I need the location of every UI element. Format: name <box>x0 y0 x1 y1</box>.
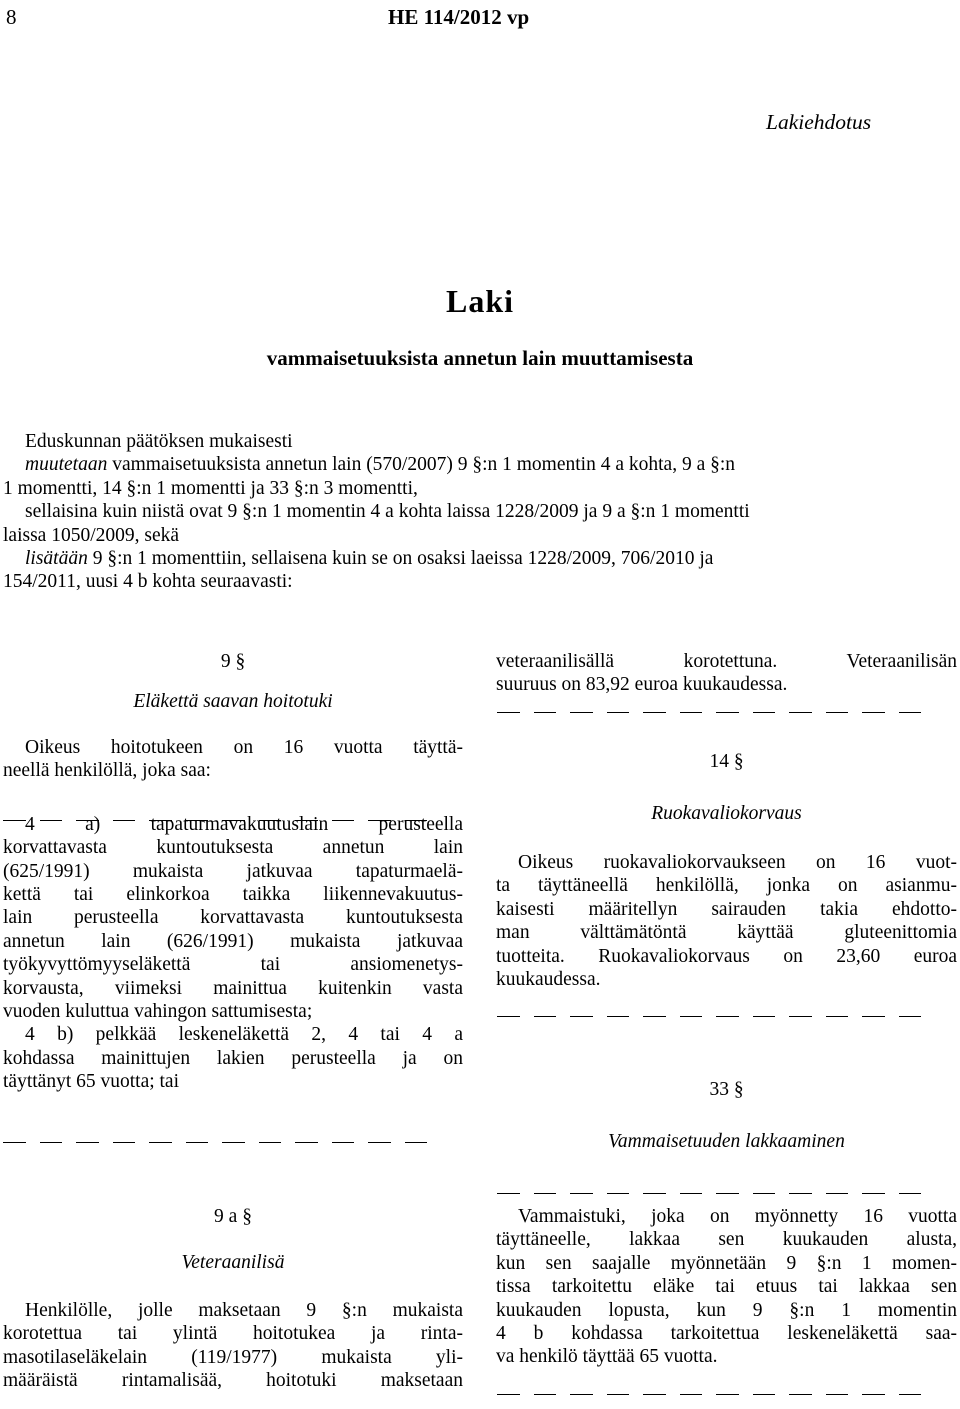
proposal-label: Lakiehdotus <box>766 110 872 134</box>
section-9a-number: 9 a § <box>214 1206 252 1227</box>
section-33-name: Vammaisetuuden lakkaaminen <box>608 1131 845 1152</box>
text-line: kettä tai elinkorkoa taikka liikennevakuutus- <box>3 883 463 905</box>
right-column-14 <box>496 750 957 991</box>
page-number: 8 <box>6 5 17 29</box>
dash <box>259 820 282 821</box>
dash <box>643 1394 666 1395</box>
enactment-clause <box>3 430 958 594</box>
text-line: työkyvyttömyyseläkettä tai ansiomenetys- <box>3 954 463 976</box>
right-column-33-text <box>496 1205 957 1369</box>
dash <box>368 820 391 821</box>
dash <box>368 1142 391 1143</box>
dash <box>862 1193 885 1194</box>
intro-line: laissa 1050/2009, sekä <box>3 524 180 546</box>
dash <box>862 1394 885 1395</box>
dash <box>534 1016 557 1017</box>
text-line: vuoden kuluttua vahingon sattumisesta; <box>3 1000 313 1022</box>
dash <box>680 1394 703 1395</box>
dash <box>222 820 245 821</box>
dash <box>789 712 812 713</box>
omission-dashes <box>3 1142 441 1144</box>
dash <box>3 820 26 821</box>
dash <box>899 712 922 713</box>
dash <box>113 1142 136 1143</box>
text-line: Vammaistuki, joka on myönnetty 16 vuotta <box>518 1206 957 1227</box>
section-9-name: Eläkettä saavan hoitotuki <box>133 691 333 712</box>
omission-dashes <box>497 712 935 714</box>
dash <box>3 1142 26 1143</box>
dash <box>680 712 703 713</box>
dash <box>753 1394 776 1395</box>
dash <box>222 1142 245 1143</box>
section-33-number: 33 § <box>709 1079 744 1100</box>
omission-dashes <box>497 1394 935 1396</box>
dash <box>534 712 557 713</box>
text-line: (625/1991) mukaista jatkuvaa tapaturmaelä- <box>3 860 463 882</box>
text-line: kaisesti määritellyn sairauden takia ehdotto- <box>496 898 957 920</box>
dash <box>899 1193 922 1194</box>
section-14-number: 14 § <box>709 751 744 772</box>
text-line: masotilaseläkelain (119/1977) mukaista yli- <box>3 1346 463 1368</box>
text-line: man välttämätöntä käyttää gluteenittomia <box>496 922 957 944</box>
text-line: kuukaudessa. <box>496 968 601 990</box>
dash <box>826 1016 849 1017</box>
text-line: 4 b kohdassa tarkoitettua leskeneläkettä saa- <box>496 1322 957 1344</box>
text-line: va henkilö täyttää 65 vuotta. <box>496 1346 718 1368</box>
dash <box>497 1016 520 1017</box>
dash <box>76 820 99 821</box>
text-line: kohdassa mainittujen lakien perusteella ja on <box>3 1047 463 1069</box>
dash <box>570 1193 593 1194</box>
text-line: kuukauden lopusta, kun 9 §:n 1 momentin <box>496 1299 957 1321</box>
text-line: Oikeus ruokavaliokorvaukseen on 16 vuot- <box>518 852 957 873</box>
text-line: neellä henkilöllä, joka saa: <box>3 760 211 782</box>
intro-line: 154/2011, uusi 4 b kohta seuraavasti: <box>3 571 293 593</box>
section-9a-name: Veteraanilisä <box>181 1252 285 1273</box>
dash <box>570 1394 593 1395</box>
dash <box>607 1016 630 1017</box>
dash <box>716 1016 739 1017</box>
right-column-33 <box>496 1078 957 1176</box>
right-column <box>496 650 957 697</box>
omission-dashes <box>497 1016 935 1018</box>
law-subtitle: vammaisetuuksista annetun lain muuttamisesta <box>266 346 694 370</box>
text-line: Henkilölle, jolle maksetaan 9 §:n mukaista <box>25 1300 463 1321</box>
add-keyword: lisätään <box>25 547 88 569</box>
dash <box>607 1193 630 1194</box>
intro-line: 1 momentti, 14 §:n 1 momentti ja 33 §:n 3 momentti, <box>3 477 418 499</box>
dash <box>716 712 739 713</box>
dash <box>497 712 520 713</box>
dash <box>643 1193 666 1194</box>
document-id: HE 114/2012 vp <box>388 5 530 29</box>
text-line: täyttäneelle, lakkaa sen kuukauden alusta, <box>496 1229 957 1251</box>
dash <box>259 1142 282 1143</box>
dash <box>789 1193 812 1194</box>
dash <box>534 1193 557 1194</box>
dash <box>295 820 318 821</box>
dash <box>826 1193 849 1194</box>
dash <box>76 1142 99 1143</box>
omission-dashes <box>497 1193 935 1195</box>
dash <box>753 1193 776 1194</box>
dash <box>899 1394 922 1395</box>
intro-line: lisätään 9 §:n 1 momenttiin, sellaisena kuin se on osaksi laeissa 1228/2009, 706/2010 ja <box>25 547 714 569</box>
intro-line: sellaisina kuin niistä ovat 9 §:n 1 momentin 4 a kohta laissa 1228/2009 ja 9 a §:n 1 momentti <box>25 501 750 523</box>
dash <box>607 712 630 713</box>
text-line: kun sen saajalle myönnetään 9 §:n 1 momen- <box>496 1252 957 1274</box>
dash <box>149 1142 172 1143</box>
section-9-number: 9 § <box>220 651 246 672</box>
amend-keyword: muutetaan <box>25 454 108 476</box>
left-column <box>3 650 463 1093</box>
dash <box>753 712 776 713</box>
dash <box>40 1142 63 1143</box>
dash <box>862 712 885 713</box>
dash <box>40 820 63 821</box>
text-line: annetun lain (626/1991) mukaista jatkuvaa <box>3 930 463 952</box>
section-14-name: Ruokavaliokorvaus <box>651 803 802 824</box>
dash <box>643 712 666 713</box>
dash <box>113 820 136 821</box>
dash <box>534 1394 557 1395</box>
dash <box>570 712 593 713</box>
text-line: korvausta, viimeksi mainittua kuitenkin vasta <box>3 977 463 999</box>
dash <box>789 1394 812 1395</box>
dash <box>405 820 428 821</box>
dash <box>332 820 355 821</box>
dash <box>405 1142 428 1143</box>
dash <box>826 1394 849 1395</box>
text-line: määräistä rintamalisää, hoitotuki maksetaan <box>3 1370 463 1392</box>
text-line: korotettua tai ylintä hoitotukea ja rinta- <box>3 1323 463 1345</box>
text-line: tuotteita. Ruokavaliokorvaus on 23,60 euroa <box>496 945 957 967</box>
text-line: tissa tarkoitettu eläke tai etuus tai lakkaa sen <box>496 1276 957 1298</box>
dash <box>716 1394 739 1395</box>
dash <box>570 1016 593 1017</box>
dash <box>753 1016 776 1017</box>
dash <box>643 1016 666 1017</box>
text-line: suuruus on 83,92 euroa kuukaudessa. <box>496 674 788 696</box>
text-line: Oikeus hoitotukeen on 16 vuotta täyttä- <box>25 737 463 758</box>
intro-line: Eduskunnan päätöksen mukaisesti <box>25 431 293 452</box>
dash <box>862 1016 885 1017</box>
dash <box>497 1193 520 1194</box>
intro-line: muutetaan vammaisetuuksista annetun lain (570/2007) 9 §:n 1 momentin 4 a kohta, 9 a §:n <box>25 454 736 476</box>
text-line: 4 b) pelkkää leskeneläkettä 2, 4 tai 4 a <box>25 1024 463 1046</box>
law-title: Laki <box>445 283 515 319</box>
dash <box>497 1394 520 1395</box>
omission-dashes <box>3 820 441 822</box>
text-line: täyttänyt 65 vuotta; tai <box>3 1071 180 1093</box>
dash <box>716 1193 739 1194</box>
text-line: veteraanilisällä korotettuna. Veteraanilisän <box>496 651 957 672</box>
text-line: korvattavasta kuntoutuksesta annetun lain <box>3 837 463 859</box>
dash <box>607 1394 630 1395</box>
dash <box>899 1016 922 1017</box>
dash <box>295 1142 318 1143</box>
text-line: ta täyttäneellä henkilöllä, jonka on asianmu- <box>496 875 957 897</box>
text-line: 4 a) tapaturmavakuutuslain perusteella <box>25 813 463 835</box>
dash <box>826 712 849 713</box>
dash <box>789 1016 812 1017</box>
dash <box>186 1142 209 1143</box>
dash <box>332 1142 355 1143</box>
dash <box>680 1016 703 1017</box>
left-column-lower <box>3 1205 463 1393</box>
dash <box>186 820 209 821</box>
dash <box>149 820 172 821</box>
dash <box>680 1193 703 1194</box>
text-line: lain perusteella korvattavasta kuntoutuksesta <box>3 907 463 929</box>
